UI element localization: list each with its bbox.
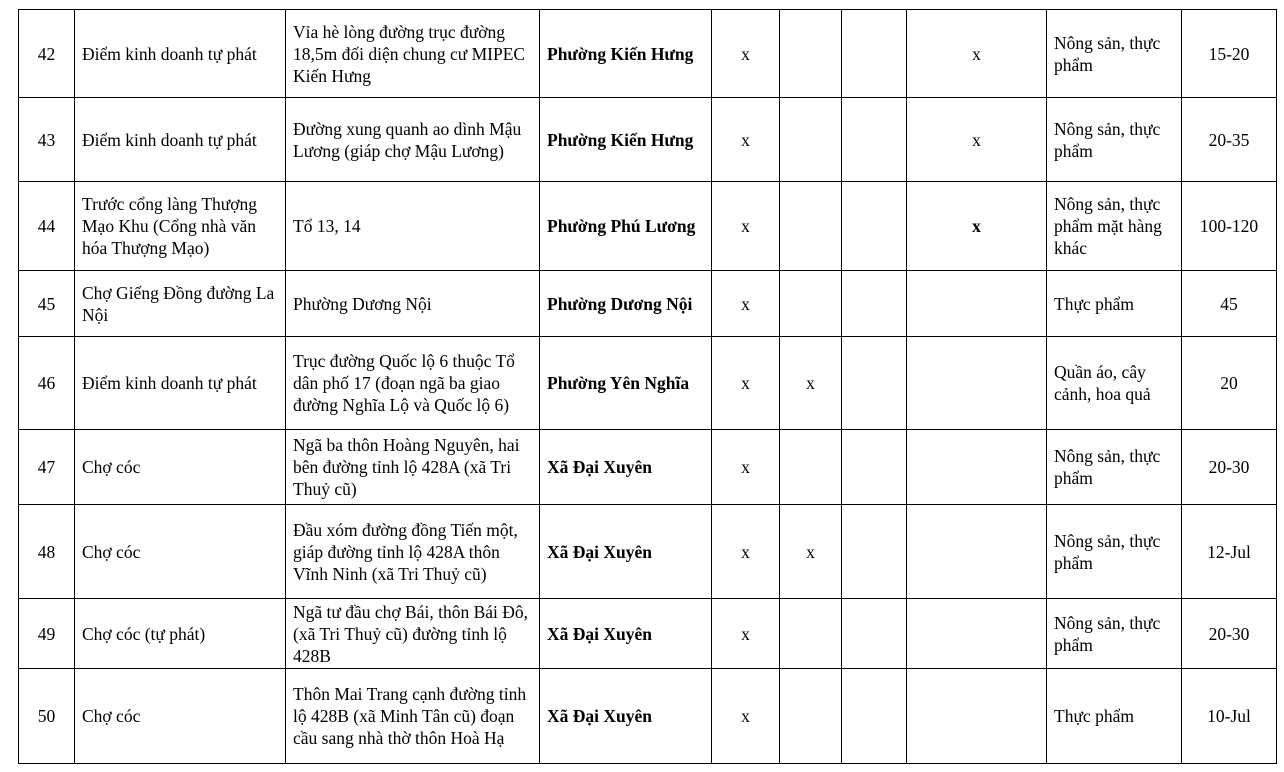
market-location: Tổ 13, 14 bbox=[286, 182, 540, 271]
vendor-count: 45 bbox=[1182, 271, 1277, 337]
mark-col-3 bbox=[842, 98, 907, 182]
mark-col-2: x bbox=[780, 337, 842, 430]
mark-col-3 bbox=[842, 669, 907, 764]
mark-col-4: x bbox=[907, 10, 1047, 98]
mark-col-1: x bbox=[712, 599, 780, 669]
market-name: Điểm kinh doanh tự phát bbox=[75, 10, 286, 98]
vendor-count: 10-Jul bbox=[1182, 669, 1277, 764]
goods-type: Quần áo, cây cảnh, hoa quả bbox=[1047, 337, 1182, 430]
table-row bbox=[19, 98, 1277, 182]
goods-type: Nông sản, thực phẩm bbox=[1047, 505, 1182, 599]
mark-col-4 bbox=[907, 430, 1047, 505]
mark-col-2 bbox=[780, 430, 842, 505]
market-name: Chợ cóc (tự phát) bbox=[75, 599, 286, 669]
mark-col-2 bbox=[780, 10, 842, 98]
ward-name: Xã Đại Xuyên bbox=[540, 599, 712, 669]
market-name: Chợ cóc bbox=[75, 669, 286, 764]
ward-name: Xã Đại Xuyên bbox=[540, 430, 712, 505]
mark-col-4 bbox=[907, 669, 1047, 764]
table-row bbox=[19, 669, 1277, 764]
mark-col-2 bbox=[780, 599, 842, 669]
market-location: Phường Dương Nội bbox=[286, 271, 540, 337]
ward-name: Phường Phú Lương bbox=[540, 182, 712, 271]
mark-col-1: x bbox=[712, 669, 780, 764]
vendor-count: 15-20 bbox=[1182, 10, 1277, 98]
goods-type: Nông sản, thực phẩm bbox=[1047, 98, 1182, 182]
ward-name: Phường Kiến Hưng bbox=[540, 98, 712, 182]
mark-col-1: x bbox=[712, 271, 780, 337]
table-row bbox=[19, 337, 1277, 430]
mark-col-3 bbox=[842, 337, 907, 430]
ward-name: Phường Yên Nghĩa bbox=[540, 337, 712, 430]
markets-table bbox=[18, 9, 1277, 764]
goods-type: Nông sản, thực phẩm bbox=[1047, 10, 1182, 98]
mark-col-3 bbox=[842, 599, 907, 669]
mark-col-3 bbox=[842, 182, 907, 271]
goods-type: Nông sản, thực phẩm bbox=[1047, 599, 1182, 669]
mark-col-1: x bbox=[712, 337, 780, 430]
mark-col-4 bbox=[907, 337, 1047, 430]
market-location: Ngã tư đầu chợ Bái, thôn Bái Đô, (xã Tri Thuỷ cũ) đường tỉnh lộ 428B bbox=[286, 599, 540, 669]
mark-col-2 bbox=[780, 669, 842, 764]
mark-col-3 bbox=[842, 430, 907, 505]
table-row bbox=[19, 10, 1277, 98]
row-number: 42 bbox=[19, 10, 75, 98]
ward-name: Xã Đại Xuyên bbox=[540, 505, 712, 599]
row-number: 49 bbox=[19, 599, 75, 669]
row-number: 43 bbox=[19, 98, 75, 182]
mark-col-1: x bbox=[712, 182, 780, 271]
mark-col-4 bbox=[907, 599, 1047, 669]
mark-col-4: x bbox=[907, 182, 1047, 271]
ward-name: Xã Đại Xuyên bbox=[540, 669, 712, 764]
mark-col-2 bbox=[780, 182, 842, 271]
row-number: 46 bbox=[19, 337, 75, 430]
vendor-count: 20-30 bbox=[1182, 430, 1277, 505]
row-number: 48 bbox=[19, 505, 75, 599]
vendor-count: 20-30 bbox=[1182, 599, 1277, 669]
mark-col-1: x bbox=[712, 10, 780, 98]
table-row bbox=[19, 430, 1277, 505]
market-location: Thôn Mai Trang cạnh đường tỉnh lộ 428B (xã Minh Tân cũ) đoạn cầu sang nhà thờ thôn Hoà Hạ bbox=[286, 669, 540, 764]
mark-col-4 bbox=[907, 505, 1047, 599]
ward-name: Phường Kiến Hưng bbox=[540, 10, 712, 98]
mark-col-4: x bbox=[907, 98, 1047, 182]
ward-name: Phường Dương Nội bbox=[540, 271, 712, 337]
vendor-count: 20-35 bbox=[1182, 98, 1277, 182]
market-name: Chợ cóc bbox=[75, 505, 286, 599]
table-body bbox=[19, 10, 1277, 764]
market-name: Trước cổng làng Thượng Mạo Khu (Cổng nhà văn hóa Thượng Mạo) bbox=[75, 182, 286, 271]
market-name: Chợ cóc bbox=[75, 430, 286, 505]
mark-col-3 bbox=[842, 10, 907, 98]
mark-col-3 bbox=[842, 271, 907, 337]
mark-col-1: x bbox=[712, 430, 780, 505]
table-row bbox=[19, 271, 1277, 337]
mark-col-1: x bbox=[712, 505, 780, 599]
market-location: Đầu xóm đường đồng Tiến một, giáp đường tỉnh lộ 428A thôn Vĩnh Ninh (xã Tri Thuỷ cũ) bbox=[286, 505, 540, 599]
row-number: 44 bbox=[19, 182, 75, 271]
mark-col-2: x bbox=[780, 505, 842, 599]
vendor-count: 12-Jul bbox=[1182, 505, 1277, 599]
market-name: Chợ Giếng Đồng đường La Nội bbox=[75, 271, 286, 337]
mark-col-2 bbox=[780, 271, 842, 337]
goods-type: Nông sản, thực phẩm mặt hàng khác bbox=[1047, 182, 1182, 271]
market-location: Ngã ba thôn Hoàng Nguyên, hai bên đường tỉnh lộ 428A (xã Tri Thuỷ cũ) bbox=[286, 430, 540, 505]
goods-type: Thực phẩm bbox=[1047, 669, 1182, 764]
market-name: Điểm kinh doanh tự phát bbox=[75, 337, 286, 430]
market-location: Đường xung quanh ao dình Mậu Lương (giáp chợ Mậu Lương) bbox=[286, 98, 540, 182]
market-location: Vỉa hè lòng đường trục đường 18,5m đối diện chung cư MIPEC Kiến Hưng bbox=[286, 10, 540, 98]
goods-type: Thực phẩm bbox=[1047, 271, 1182, 337]
table-row bbox=[19, 182, 1277, 271]
market-name: Điểm kinh doanh tự phát bbox=[75, 98, 286, 182]
row-number: 47 bbox=[19, 430, 75, 505]
vendor-count: 20 bbox=[1182, 337, 1277, 430]
vendor-count: 100-120 bbox=[1182, 182, 1277, 271]
row-number: 45 bbox=[19, 271, 75, 337]
table-row bbox=[19, 505, 1277, 599]
goods-type: Nông sản, thực phẩm bbox=[1047, 430, 1182, 505]
mark-col-1: x bbox=[712, 98, 780, 182]
mark-col-4 bbox=[907, 271, 1047, 337]
mark-col-2 bbox=[780, 98, 842, 182]
table-row bbox=[19, 599, 1277, 669]
mark-col-3 bbox=[842, 505, 907, 599]
row-number: 50 bbox=[19, 669, 75, 764]
market-location: Trục đường Quốc lộ 6 thuộc Tổ dân phố 17 (đoạn ngã ba giao đường Nghĩa Lộ và Quốc lộ 6) bbox=[286, 337, 540, 430]
